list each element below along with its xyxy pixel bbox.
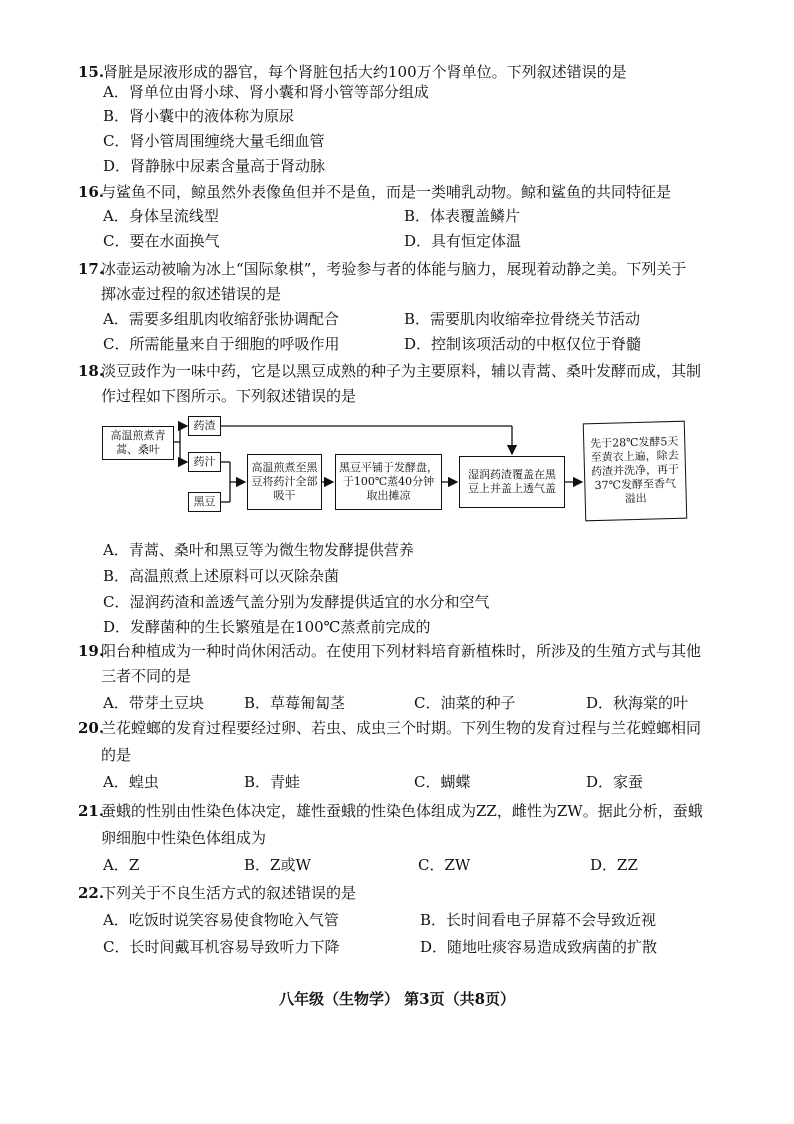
question-number: 21. (78, 802, 105, 820)
option-d: D．具有恒定体温 (404, 232, 522, 250)
question-number: 17. (78, 260, 105, 278)
option-b: B．草莓匍匐茎 (244, 694, 346, 712)
option-a: A．青蒿、桑叶和黑豆等为微生物发酵提供营养 (103, 541, 414, 559)
question-stem-cont: 三者不同的是 (101, 667, 192, 685)
option-a: A．吃饭时说笑容易使食物呛入气管 (103, 911, 339, 929)
option-a: A．需要多组肌肉收缩舒张协调配合 (103, 310, 339, 328)
question-stem-cont: 掷冰壶过程的叙述错误的是 (101, 285, 282, 303)
option-b: B．高温煎煮上述原料可以灭除杂菌 (103, 567, 340, 585)
question-stem: 蚕蛾的性别由性染色体决定，雄性蚕蛾的性染色体组成为ZZ，雌性为ZW。据此分析，蚕蛾 (101, 802, 703, 820)
question-number: 15. (78, 63, 105, 81)
question-stem: 冰壶运动被喻为冰上“国际象棋”，考验参与者的体能与脑力，展现着动静之美。下列关于 (101, 260, 687, 278)
question-number: 19. (78, 642, 105, 660)
option-c: C．肾小管周围缠绕大量毛细血管 (103, 132, 325, 150)
option-a: A．带芽土豆块 (103, 694, 204, 712)
option-c: C．蝴蝶 (414, 773, 471, 791)
option-b: B．体表覆盖鳞片 (404, 207, 521, 225)
option-d: D．ZZ (590, 856, 638, 874)
question-number: 18. (78, 362, 105, 380)
flow-box-cover: 湿润药渣覆盖在黑豆上并盖上透气盖 (459, 456, 565, 508)
flow-box-boil-bean: 高温煎煮至黑豆将药汁全部吸干 (247, 454, 322, 510)
option-d: D．家蚕 (586, 773, 644, 791)
option-c: C．所需能量来自于细胞的呼吸作用 (103, 335, 340, 353)
question-stem-cont: 的是 (101, 746, 132, 764)
question-stem: 兰花螳螂的发育过程要经过卵、若虫、成虫三个时期。下列生物的发育过程与兰花螳螂相同 (101, 719, 702, 737)
option-b: B．青蛙 (244, 773, 301, 791)
option-b: B．长时间看电子屏幕不会导致近视 (420, 911, 657, 929)
option-d: D．控制该项活动的中枢仅位于脊髓 (404, 335, 642, 353)
option-d: D．肾静脉中尿素含量高于肾动脉 (103, 157, 326, 175)
page-footer: 八年级（生物学） 第3页（共8页） (278, 990, 516, 1008)
flow-box-boil-herbs: 高温煎煮青蒿、桑叶 (102, 426, 174, 460)
option-c: C．ZW (418, 856, 471, 874)
flow-box-residue: 药渣 (188, 416, 221, 436)
flow-box-steam: 黑豆平铺于发酵盘，于100℃蒸40分钟取出摊凉 (335, 454, 442, 510)
option-a: A．肾单位由肾小球、肾小囊和肾小管等部分组成 (103, 83, 429, 101)
question-number: 16. (78, 183, 105, 201)
option-b: B．肾小囊中的液体称为原尿 (103, 107, 295, 125)
option-d: D．随地吐痰容易造成致病菌的扩散 (420, 938, 658, 956)
option-d: D．发酵菌种的生长繁殖是在100℃蒸煮前完成的 (103, 618, 431, 636)
question-stem: 肾脏是尿液形成的器官，每个肾脏包括大约100万个肾单位。下列叙述错误的是 (103, 63, 627, 81)
question-stem: 与鲨鱼不同，鲸虽然外表像鱼但并不是鱼，而是一类哺乳动物。鲸和鲨鱼的共同特征是 (101, 183, 672, 201)
process-flowchart (100, 412, 700, 527)
option-c: C．湿润药渣和盖透气盖分别为发酵提供适宜的水分和空气 (103, 593, 490, 611)
option-a: A．Z (103, 856, 140, 874)
flow-box-black-bean: 黑豆 (188, 492, 221, 512)
question-stem: 阳台种植成为一种时尚休闲活动。在使用下列材料培育新植株时，所涉及的生殖方式与其他 (101, 642, 702, 660)
option-a: A．蝗虫 (103, 773, 159, 791)
question-number: 20. (78, 719, 105, 737)
option-a: A．身体呈流线型 (103, 207, 219, 225)
option-b: B．需要肌肉收缩牵拉骨绕关节活动 (404, 310, 641, 328)
option-c: C．长时间戴耳机容易导致听力下降 (103, 938, 340, 956)
option-d: D．秋海棠的叶 (586, 694, 689, 712)
question-stem-cont: 卵细胞中性染色体组成为 (101, 829, 267, 847)
option-c: C．油菜的种子 (414, 694, 516, 712)
flow-box-juice: 药汁 (188, 452, 221, 472)
option-b: B．Z或W (244, 856, 311, 874)
question-stem: 下列关于不良生活方式的叙述错误的是 (101, 884, 357, 902)
question-stem-cont: 作过程如下图所示。下列叙述错误的是 (101, 387, 357, 405)
question-number: 22. (78, 884, 105, 902)
flow-box-ferment: 先于28℃发酵5天至黄衣上遍，除去药渣并洗净，再于37℃发酵至香气溢出 (583, 421, 688, 522)
option-c: C．要在水面换气 (103, 232, 220, 250)
question-stem: 淡豆豉作为一味中药，它是以黑豆成熟的种子为主要原料，辅以青蒿、桑叶发酵而成，其制 (101, 362, 702, 380)
